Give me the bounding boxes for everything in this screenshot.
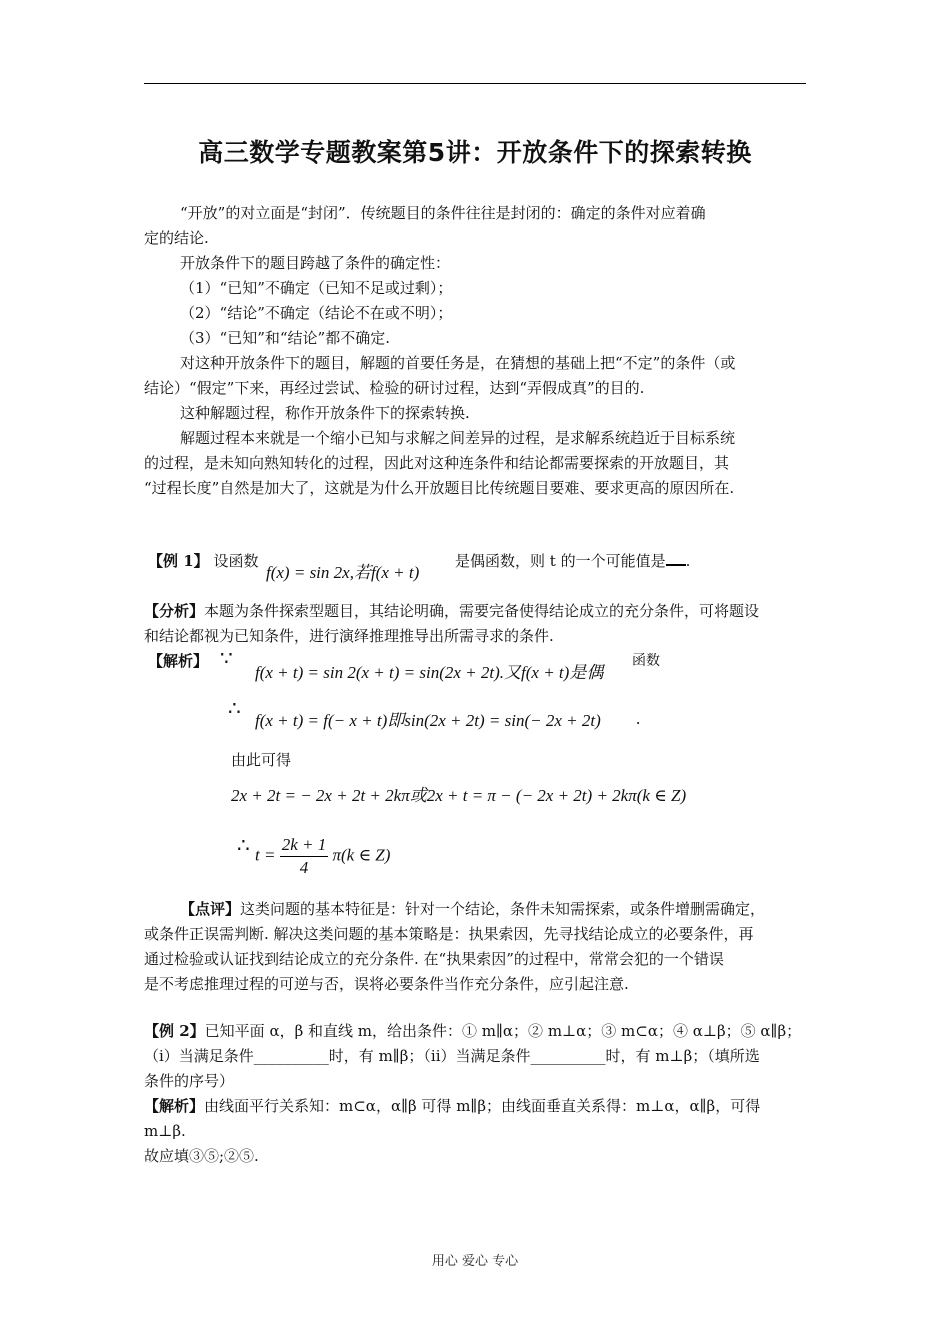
intro-p1-line2: 定的结论.	[144, 229, 209, 247]
intro-p5-line1: 解题过程本来就是一个缩小已知与求解之间差异的过程，是求解系统趋近于目标系统	[180, 429, 736, 447]
intro-item3: （3）“已知”和“结论”都不确定.	[180, 329, 390, 347]
because-symbol: ∵	[220, 648, 233, 670]
intro-p5-line2: 的过程，是未知向熟知转化的过程，因此对这种连条件和结论都需要探索的开放题目，其	[144, 454, 730, 472]
example1-block	[148, 551, 258, 571]
comment-line1	[180, 899, 765, 919]
solution1-eq3: 2x + 2t = − 2x + 2t + 2kπ或2x + t = π − (− 2x + 2t) + 2kπ(k ∈ Z)	[231, 786, 687, 805]
solution2-label: 【解析】	[144, 1097, 205, 1115]
page-title: 高三数学专题教案第5讲：开放条件下的探索转换	[198, 138, 752, 167]
intro-item2: （2）“结论”不确定（结论不在或不明）；	[180, 304, 453, 322]
solution2-text1: 由线面平行关系知：m⊂α，α∥β 可得 m∥β；由线面垂直关系得：m⊥α，α∥β，可得	[204, 1097, 761, 1115]
solution1-eq1-tail: 函数	[632, 653, 660, 669]
example2-line2: （i）当满足条件__________时，有 m∥β；（ii）当满足条件__________时，有 m⊥β；（填所选	[144, 1047, 760, 1065]
intro-p2: 开放条件下的题目跨越了条件的确定性：	[180, 254, 451, 272]
example2-text1: 已知平面 α，β 和直线 m，给出条件：① m∥α；② m⊥α；③ m⊂α；④ α⊥β；⑤ α∥β；	[204, 1022, 802, 1040]
solution1-label: 【解析】	[148, 652, 209, 670]
eq4-numerator: 2k + 1	[280, 834, 329, 857]
example2-line3: 条件的序号）	[144, 1072, 235, 1090]
solution1-eq2: f(x + t) = f(− x + t)即sin(2x + 2t) = sin(− 2x + 2t)	[255, 711, 601, 730]
page-footer: 用心 爱心 专心	[431, 1254, 519, 1269]
solution2-line3: 故应填③⑤;②⑤.	[144, 1147, 259, 1165]
eq4-rhs: π(k ∈ Z)	[332, 845, 391, 865]
eq4-fraction	[280, 834, 329, 879]
comment-line2: 或条件正误需判断. 解决这类问题的基本策略是：执果索因，先寻找结论成立的必要条件，再	[144, 925, 754, 943]
analysis-line1	[144, 601, 759, 621]
example1-text-a: 设函数	[213, 552, 259, 570]
analysis-line2: 和结论都视为已知条件，进行演绎推理推导出所需寻求的条件.	[144, 627, 554, 645]
example1-text-b: 是偶函数，则 t 的一个可能值是	[455, 552, 666, 570]
comment-line3: 通过检验或认证找到结论成立的充分条件. 在“执果索因”的过程中，常常会犯的一个错误	[144, 950, 724, 968]
example1-text-c: .	[685, 552, 691, 570]
intro-p1-line1: “开放”的对立面是“封闭”．传统题目的条件往往是封闭的：确定的条件对应着确	[180, 204, 706, 222]
analysis-label: 【分析】	[144, 602, 205, 620]
solution1-hence-text: 由此可得	[231, 751, 292, 769]
answer-blank	[666, 552, 686, 566]
comment-label: 【点评】	[180, 900, 241, 918]
example1-formula: f(x) = sin 2x,若f(x + t)	[266, 563, 420, 582]
header-rule	[144, 83, 806, 84]
eq4-denominator: 4	[299, 858, 309, 877]
solution1-eq2-tail: .	[636, 709, 641, 728]
intro-p5-line3: “过程长度”自然是加大了，这就是为什么开放题目比传统题目要难、要求更高的原因所在.	[144, 479, 735, 497]
example1-tail	[455, 551, 690, 571]
therefore-symbol-2: ∴	[237, 835, 250, 857]
therefore-symbol-1: ∴	[228, 698, 241, 720]
intro-p4: 这种解题过程，称作开放条件下的探索转换.	[180, 404, 470, 422]
solution1-eq4	[255, 834, 390, 879]
comment-line4: 是不考虑推理过程的可逆与否，误将必要条件当作充分条件，应引起注意.	[144, 975, 629, 993]
comment-text1: 这类问题的基本特征是：针对一个结论，条件未知需探索，或条件增删需确定，	[240, 900, 766, 918]
solution2-line2: m⊥β.	[144, 1122, 186, 1140]
solution2-line1	[144, 1096, 760, 1116]
intro-p3-line1: 对这种开放条件下的题目，解题的首要任务是，在猜想的基础上把“不定”的条件（或	[180, 354, 736, 372]
analysis-text1: 本题为条件探索型题目，其结论明确，需要完备使得结论成立的充分条件，可将题设	[204, 602, 760, 620]
example1-label: 【例 1】	[148, 552, 209, 570]
solution1-eq1: f(x + t) = sin 2(x + t) = sin(2x + 2t).又f(x + t)是偶	[255, 663, 604, 682]
eq4-lhs: t =	[255, 845, 276, 865]
intro-p3-line2: 结论）“假定”下来，再经过尝试、检验的研讨过程，达到“弄假成真”的目的.	[144, 379, 645, 397]
intro-item1: （1）“已知”不确定（已知不足或过剩）；	[180, 279, 453, 297]
example2-label: 【例 2】	[144, 1022, 205, 1040]
example2-line1	[144, 1021, 801, 1041]
